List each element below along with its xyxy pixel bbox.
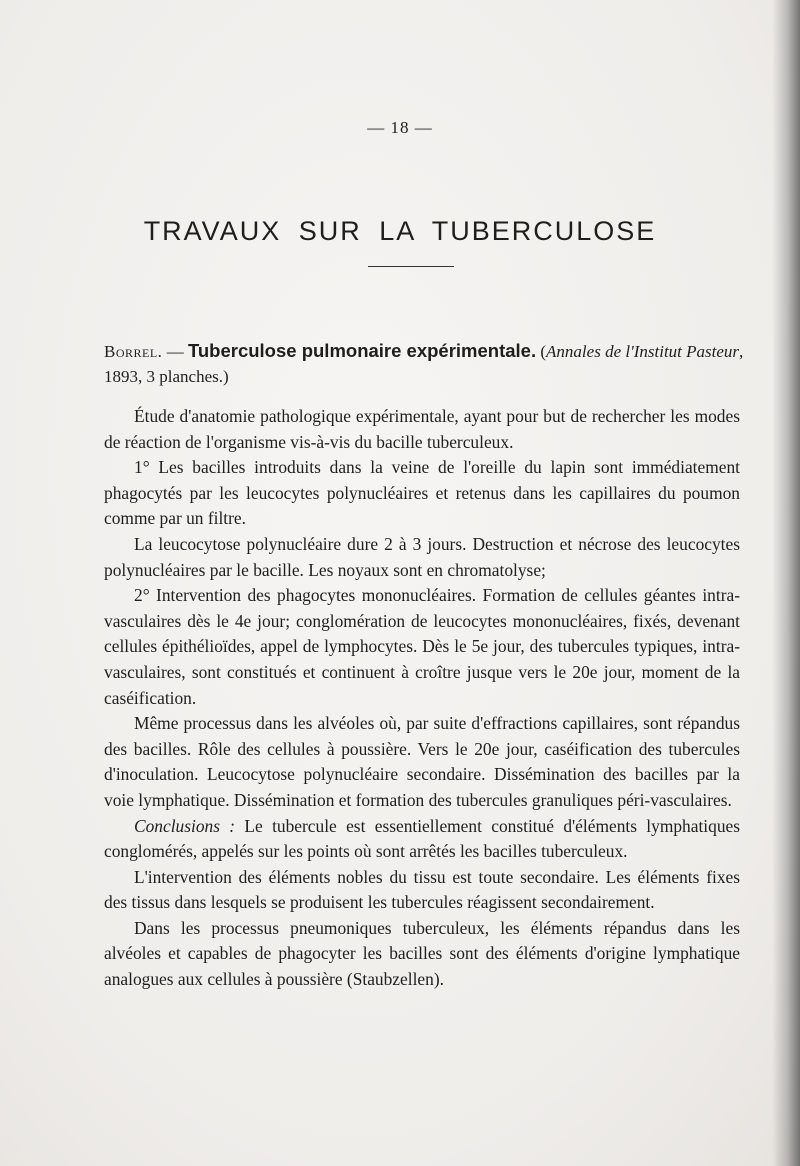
citation-journal: Annales de l'Institut Pasteur [546, 342, 740, 361]
conclusions-text: Le tubercule est essentiellement constitué d'éléments lymphatiques conglomérés, appelés sur les points où sont arrêtés les bacilles tuberculeux. [104, 815, 741, 862]
paragraph: Dans les processus pneumoniques tuberculeux, les éléments répandus dans les alvéoles et capables de phagocyter les bacilles sont des éléments d'origine lymphatique analogues aux cellules à poussière (Staubzellen). [104, 917, 740, 990]
paragraph: L'intervention des éléments nobles du tissu est toute secondaire. Les éléments fixes des tissus dans lesquels se produisent les tubercules réagissent secondairement. [104, 866, 740, 913]
conclusions-paragraph [104, 814, 740, 865]
entry-header [104, 338, 744, 389]
page-edge-shadow [772, 0, 800, 1166]
entry-author: Borrel. [104, 342, 163, 361]
body-text [104, 404, 740, 993]
page-number: — 18 — [367, 118, 433, 137]
citation-details: , 1893, 3 planches.) [104, 342, 744, 386]
title-divider [368, 266, 454, 267]
paragraph: La leucocytose polynucléaire dure 2 à 3 jours. Destruction et nécrose des leucocytes polynucléaires par le bacille. Les noyaux sont en chromatolyse; [104, 533, 740, 580]
entry-title: Tuberculose pulmonaire expérimentale. [187, 340, 537, 361]
entry-dash: — [162, 342, 188, 361]
paragraph: 2° Intervention des phagocytes mononucléaires. Formation de cellules géantes intra-vasculaires dès le 4e jour; conglomération de leucocytes mononucléaires, fixés, devenant cellules épithélioïdes, appel de lymphocytes. Dès le 5e jour, des tubercules typiques, intra-vasculaires, sont constitués et continuent à croître jusque vers le 20e jour, moment de la caséification. [104, 585, 740, 708]
paragraph: 1° Les bacilles introduits dans la veine de l'oreille du lapin sont immédiatement phagocytés par les leucocytes polynucléaires et retenus dans les capillaires du poumon comme par un filtre. [104, 457, 740, 529]
paragraph: Étude d'anatomie pathologique expérimentale, ayant pour but de rechercher les modes de réaction de l'organisme vis-à-vis du bacille tuberculeux. [104, 406, 740, 452]
citation-open: ( [536, 342, 547, 361]
paragraph: Même processus dans les alvéoles où, par suite d'effractions capillaires, sont répandus des bacilles. Rôle des cellules à poussière. Vers le 20e jour, caséification des tubercules d'inoculation. Leucocytose polynucléaire secondaire. Dissémination des bacilles par la voie lymphatique. Dissémination et formation des tubercules granuliques péri-vasculaires. [104, 713, 740, 810]
section-title: TRAVAUX SUR LA TUBERCULOSE [143, 216, 657, 247]
conclusions-label: Conclusions : [134, 815, 236, 836]
